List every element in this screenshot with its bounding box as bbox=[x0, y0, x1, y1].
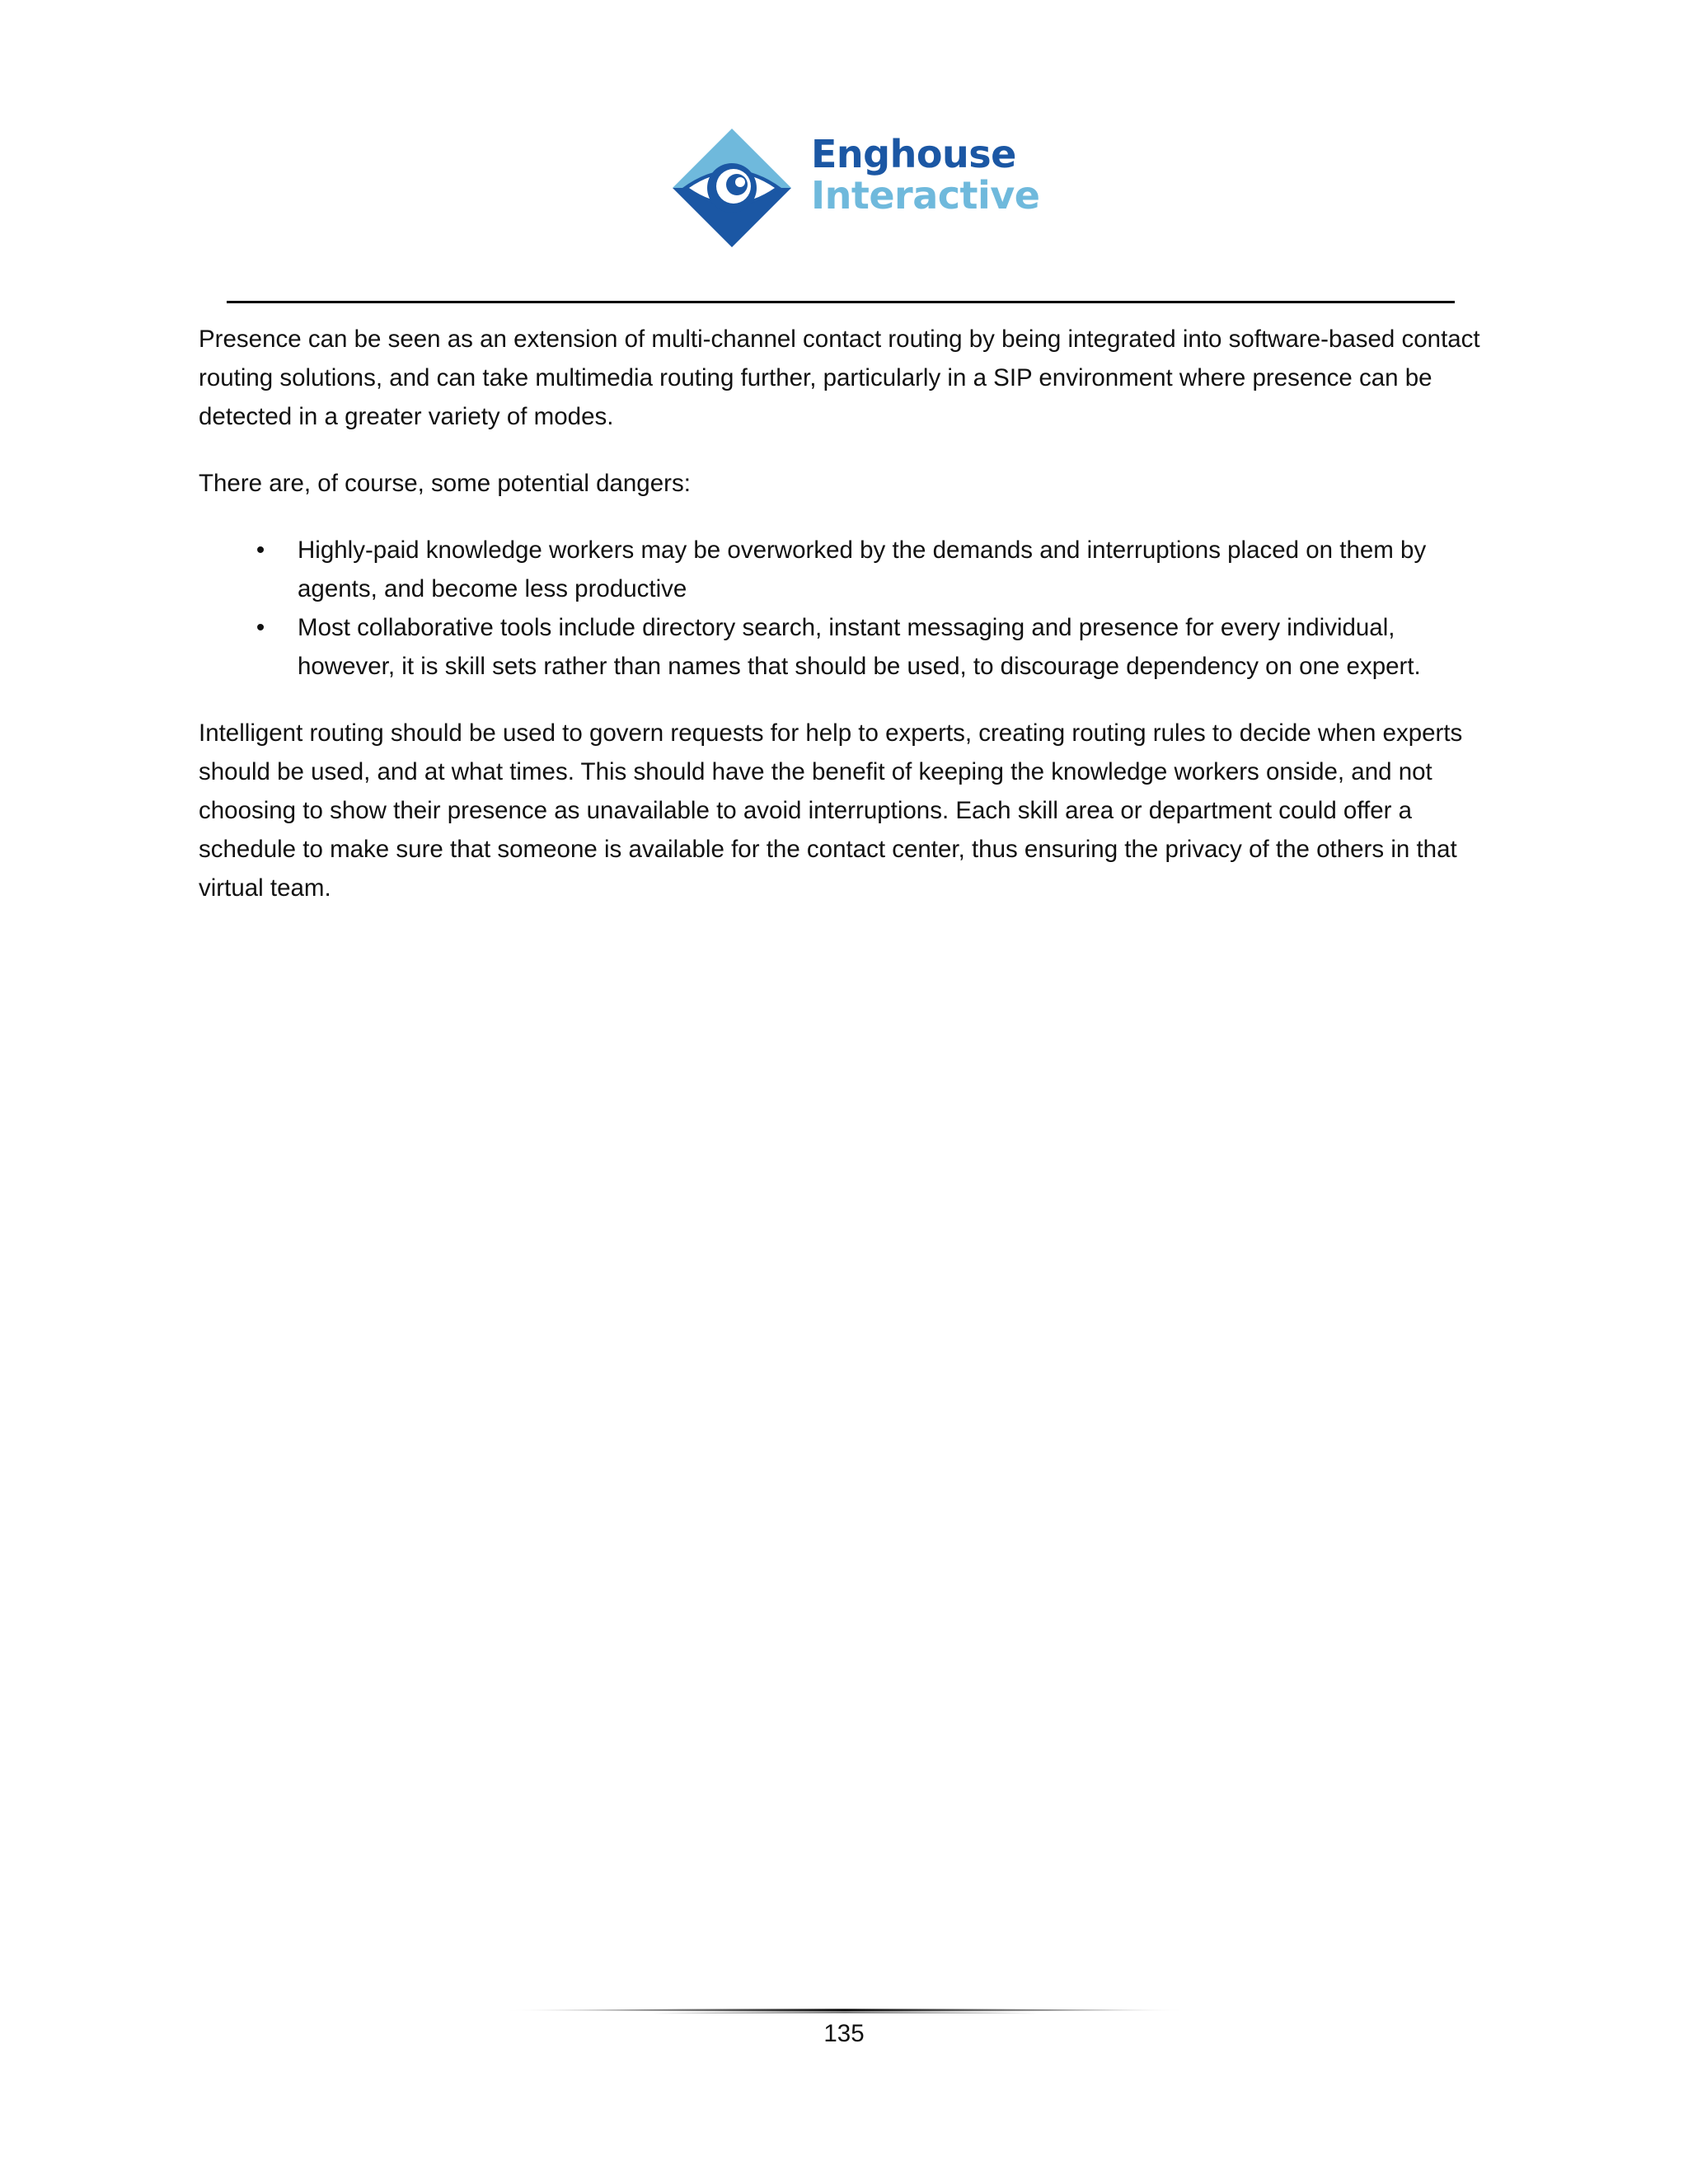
logo-wordmark bbox=[811, 134, 1040, 216]
list-item bbox=[199, 531, 1493, 608]
page-body bbox=[199, 320, 1493, 935]
dangers-list bbox=[199, 531, 1493, 686]
page-number: 135 bbox=[823, 2020, 865, 2047]
paragraph-dangers-intro: There are, of course, some potential dangers: bbox=[199, 470, 691, 497]
bullet-icon: • bbox=[256, 614, 265, 641]
header-divider bbox=[227, 301, 1455, 303]
eye-diamond-logo-icon bbox=[671, 127, 793, 249]
logo-line-enghouse: Enghouse bbox=[811, 132, 1016, 176]
bullet-icon: • bbox=[256, 537, 265, 564]
list-item-text: Most collaborative tools include directory search, instant messaging and presence for every individual, however, it is skill sets rather than names that should be used, to discourage dependency on one expert. bbox=[298, 614, 1421, 680]
enghouse-interactive-logo bbox=[671, 124, 1040, 247]
list-item bbox=[199, 608, 1493, 686]
paragraph-intelligent-routing: Intelligent routing should be used to govern requests for help to experts, creating routing rules to decide when experts should be used, and at what times. This should have the benefit of keeping the knowledge workers onside, and not choosing to show their presence as unavailable to avoid interruptions. Each skill area or department could offer a schedule to make sure that someone is available for the contact center, thus ensuring the privacy of the others in that virtual team. bbox=[199, 719, 1463, 902]
footer-divider bbox=[503, 2008, 1187, 2016]
page-header bbox=[0, 124, 1688, 255]
paragraph-presence-intro: Presence can be seen as an extension of multi-channel contact routing by being integrated into software-based contact routing solutions, and can take multimedia routing further, particularly in a SIP environment where presence can be detected in a greater variety of modes. bbox=[199, 326, 1480, 430]
logo-line-interactive: Interactive bbox=[811, 173, 1040, 218]
list-item-text: Highly-paid knowledge workers may be overworked by the demands and interruptions placed on them by agents, and become less productive bbox=[298, 537, 1427, 602]
